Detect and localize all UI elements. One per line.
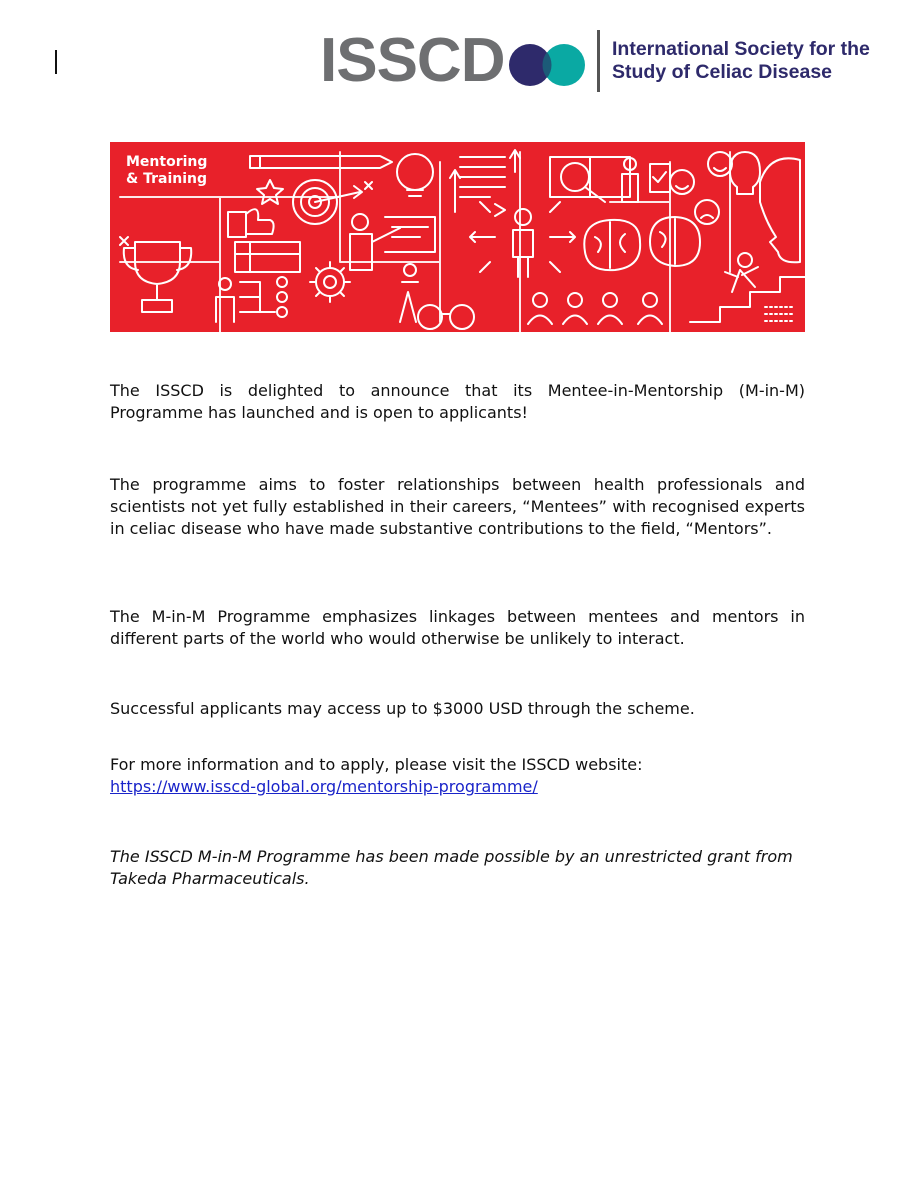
mentoring-training-banner	[110, 142, 805, 332]
logo-divider	[597, 30, 600, 92]
more-info-block	[110, 754, 805, 798]
more-info-text: For more information and to apply, please visit the ISSCD website:	[110, 755, 643, 774]
grant-acknowledgement: The ISSCD M-in-M Programme has been made possible by an unrestricted grant from Takeda Pharmaceuticals.	[110, 847, 793, 888]
banner-title: Mentoring & Training	[126, 154, 208, 187]
isscd-logo	[320, 28, 890, 98]
banner-illustration	[110, 142, 805, 332]
intro-paragraph: The ISSCD is delighted to announce that its Mentee-in-Mentorship (M-in-M) Programme has launched and is open to applicants!	[110, 381, 805, 422]
linkages-paragraph: The M-in-M Programme emphasizes linkages between mentees and mentors in different parts of the world who would otherwise be unlikely to interact.	[110, 607, 805, 648]
mentorship-programme-link[interactable]: https://www.isscd-global.org/mentorship-programme/	[110, 777, 538, 796]
society-name: International Society for the Study of Celiac Disease	[612, 38, 870, 83]
logo-circles-icon	[506, 42, 586, 88]
aims-paragraph: The programme aims to foster relationships between health professionals and scientists not yet fully established in their careers, “Mentees” with recognised experts in celiac disease who have made substantive contributions to the field, “Mentors”.	[110, 475, 805, 538]
logo-wordmark: ISSCD	[320, 26, 505, 95]
text-cursor	[55, 50, 57, 74]
funding-paragraph: Successful applicants may access up to $3000 USD through the scheme.	[110, 699, 695, 718]
